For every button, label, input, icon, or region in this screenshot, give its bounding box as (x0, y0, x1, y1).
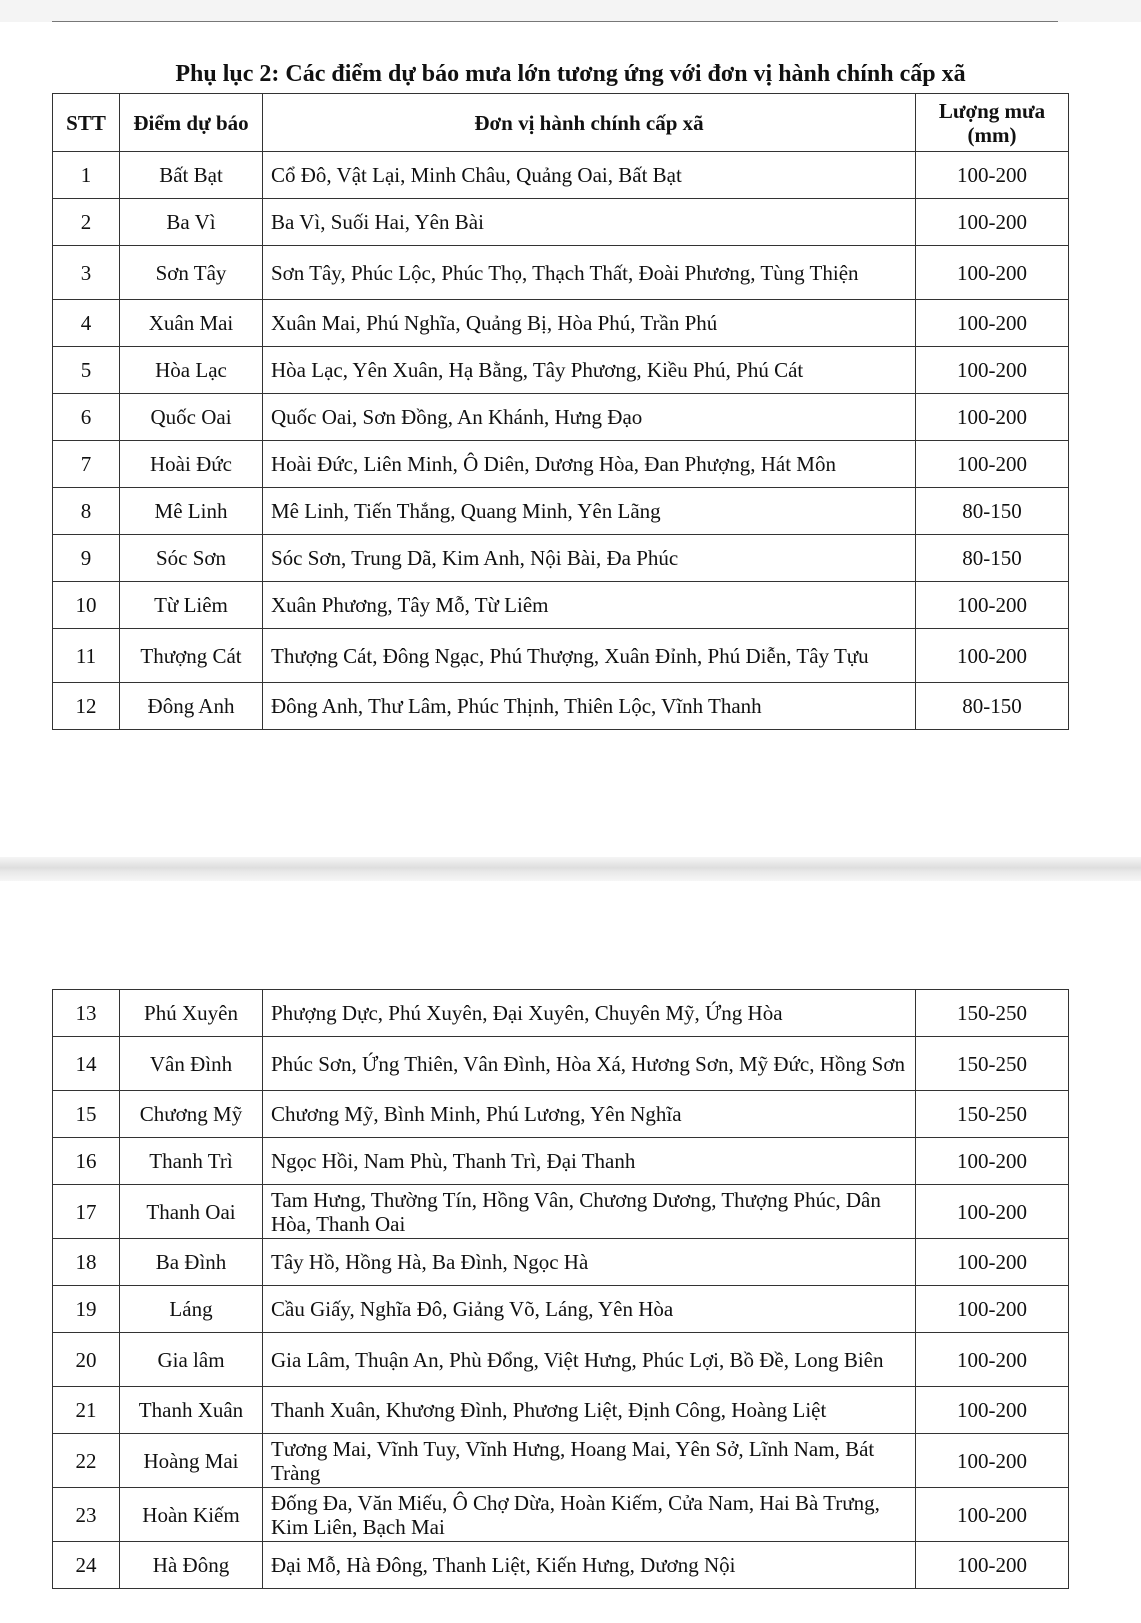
table-row (53, 1239, 1069, 1286)
cell-rainfall: 100-200 (916, 300, 1069, 347)
cell-forecast-point: Ba Vì (120, 199, 263, 246)
cell-forecast-point: Xuân Mai (120, 300, 263, 347)
cell-forecast-point: Phú Xuyên (120, 990, 263, 1037)
cell-admin-units: Sơn Tây, Phúc Lộc, Phúc Thọ, Thạch Thất, Đoài Phương, Tùng Thiện (263, 246, 916, 300)
cell-stt: 20 (53, 1333, 120, 1387)
cell-rainfall: 100-200 (916, 152, 1069, 199)
table-row (53, 1286, 1069, 1333)
table-body-2 (53, 990, 1069, 1589)
cell-rainfall: 100-200 (916, 1185, 1069, 1239)
cell-rainfall: 100-200 (916, 1387, 1069, 1434)
cell-admin-units: Gia Lâm, Thuận An, Phù Đổng, Việt Hưng, Phúc Lợi, Bồ Đề, Long Biên (263, 1333, 916, 1387)
cell-admin-units: Xuân Phương, Tây Mỗ, Từ Liêm (263, 582, 916, 629)
cell-forecast-point: Từ Liêm (120, 582, 263, 629)
cell-admin-units: Thượng Cát, Đông Ngạc, Phú Thượng, Xuân Đỉnh, Phú Diễn, Tây Tựu (263, 629, 916, 683)
cell-stt: 15 (53, 1091, 120, 1138)
cell-stt: 9 (53, 535, 120, 582)
forecast-table-part-1 (52, 93, 1069, 730)
cell-forecast-point: Sóc Sơn (120, 535, 263, 582)
cell-stt: 22 (53, 1434, 120, 1488)
cell-forecast-point: Thanh Trì (120, 1138, 263, 1185)
table-row (53, 1488, 1069, 1542)
cell-forecast-point: Hòa Lạc (120, 347, 263, 394)
cell-admin-units: Ngọc Hồi, Nam Phù, Thanh Trì, Đại Thanh (263, 1138, 916, 1185)
cell-stt: 16 (53, 1138, 120, 1185)
cell-admin-units: Hòa Lạc, Yên Xuân, Hạ Bằng, Tây Phương, Kiều Phú, Phú Cát (263, 347, 916, 394)
header-forecast-point: Điểm dự báo (120, 94, 263, 152)
cell-stt: 1 (53, 152, 120, 199)
table-row (53, 441, 1069, 488)
table-row (53, 1542, 1069, 1589)
cell-stt: 5 (53, 347, 120, 394)
cell-stt: 7 (53, 441, 120, 488)
cell-stt: 10 (53, 582, 120, 629)
cell-rainfall: 80-150 (916, 488, 1069, 535)
cell-admin-units: Sóc Sơn, Trung Dã, Kim Anh, Nội Bài, Đa Phúc (263, 535, 916, 582)
cell-stt: 2 (53, 199, 120, 246)
cell-rainfall: 100-200 (916, 1138, 1069, 1185)
cell-rainfall: 100-200 (916, 629, 1069, 683)
table-row (53, 1333, 1069, 1387)
table-row (53, 300, 1069, 347)
cell-stt: 6 (53, 394, 120, 441)
cell-forecast-point: Hoàng Mai (120, 1434, 263, 1488)
table-row (53, 629, 1069, 683)
cell-rainfall: 100-200 (916, 441, 1069, 488)
cell-forecast-point: Bất Bạt (120, 152, 263, 199)
cell-rainfall: 100-200 (916, 246, 1069, 300)
cell-stt: 14 (53, 1037, 120, 1091)
table-row (53, 1387, 1069, 1434)
cell-admin-units: Chương Mỹ, Bình Minh, Phú Lương, Yên Nghĩa (263, 1091, 916, 1138)
cell-rainfall: 100-200 (916, 199, 1069, 246)
cell-forecast-point: Sơn Tây (120, 246, 263, 300)
cell-forecast-point: Hà Đông (120, 1542, 263, 1589)
cell-stt: 23 (53, 1488, 120, 1542)
cell-admin-units: Tam Hưng, Thường Tín, Hồng Vân, Chương Dương, Thượng Phúc, Dân Hòa, Thanh Oai (263, 1185, 916, 1239)
cell-rainfall: 100-200 (916, 347, 1069, 394)
cell-stt: 24 (53, 1542, 120, 1589)
page-separator (0, 857, 1141, 881)
cell-forecast-point: Hoài Đức (120, 441, 263, 488)
table-row (53, 990, 1069, 1037)
cell-stt: 21 (53, 1387, 120, 1434)
cell-rainfall: 150-250 (916, 1091, 1069, 1138)
cell-rainfall: 100-200 (916, 1488, 1069, 1542)
cell-admin-units: Đông Anh, Thư Lâm, Phúc Thịnh, Thiên Lộc, Vĩnh Thanh (263, 683, 916, 730)
table-row (53, 1434, 1069, 1488)
cell-stt: 4 (53, 300, 120, 347)
cell-stt: 17 (53, 1185, 120, 1239)
cell-forecast-point: Hoàn Kiếm (120, 1488, 263, 1542)
table-row (53, 1091, 1069, 1138)
cell-rainfall: 100-200 (916, 1542, 1069, 1589)
header-rainfall: Lượng mưa (mm) (916, 94, 1069, 152)
cell-admin-units: Mê Linh, Tiến Thắng, Quang Minh, Yên Lãng (263, 488, 916, 535)
cell-admin-units: Phúc Sơn, Ứng Thiên, Vân Đình, Hòa Xá, Hương Sơn, Mỹ Đức, Hồng Sơn (263, 1037, 916, 1091)
table-row (53, 152, 1069, 199)
cell-admin-units: Thanh Xuân, Khương Đình, Phương Liệt, Định Công, Hoàng Liệt (263, 1387, 916, 1434)
cell-admin-units: Cầu Giấy, Nghĩa Đô, Giảng Võ, Láng, Yên Hòa (263, 1286, 916, 1333)
table-row (53, 394, 1069, 441)
cell-forecast-point: Láng (120, 1286, 263, 1333)
cell-forecast-point: Mê Linh (120, 488, 263, 535)
header-admin-units: Đơn vị hành chính cấp xã (263, 94, 916, 152)
cell-rainfall: 80-150 (916, 683, 1069, 730)
table-header-row (53, 94, 1069, 152)
cell-admin-units: Xuân Mai, Phú Nghĩa, Quảng Bị, Hòa Phú, Trần Phú (263, 300, 916, 347)
cell-admin-units: Đống Đa, Văn Miếu, Ô Chợ Dừa, Hoàn Kiếm, Cửa Nam, Hai Bà Trưng, Kim Liên, Bạch Mai (263, 1488, 916, 1542)
cell-stt: 11 (53, 629, 120, 683)
cell-forecast-point: Gia lâm (120, 1333, 263, 1387)
cell-stt: 18 (53, 1239, 120, 1286)
forecast-table-part-2 (52, 989, 1069, 1589)
cell-admin-units: Tây Hồ, Hồng Hà, Ba Đình, Ngọc Hà (263, 1239, 916, 1286)
cell-stt: 3 (53, 246, 120, 300)
table-row (53, 1037, 1069, 1091)
table-row (53, 488, 1069, 535)
appendix-title: Phụ lục 2: Các điểm dự báo mưa lớn tương ứng với đơn vị hành chính cấp xã (175, 61, 966, 87)
cell-rainfall: 100-200 (916, 582, 1069, 629)
cell-stt: 19 (53, 1286, 120, 1333)
table-row (53, 1138, 1069, 1185)
top-page-strip (0, 0, 1141, 22)
table-row (53, 683, 1069, 730)
cell-admin-units: Tương Mai, Vĩnh Tuy, Vĩnh Hưng, Hoang Mai, Yên Sở, Lĩnh Nam, Bát Tràng (263, 1434, 916, 1488)
cell-forecast-point: Ba Đình (120, 1239, 263, 1286)
cell-forecast-point: Thượng Cát (120, 629, 263, 683)
cell-rainfall: 150-250 (916, 990, 1069, 1037)
cell-rainfall: 100-200 (916, 394, 1069, 441)
table-row (53, 246, 1069, 300)
cell-admin-units: Cổ Đô, Vật Lại, Minh Châu, Quảng Oai, Bất Bạt (263, 152, 916, 199)
table-body-1 (53, 152, 1069, 730)
cell-rainfall: 150-250 (916, 1037, 1069, 1091)
top-divider (52, 21, 1058, 22)
cell-rainfall: 80-150 (916, 535, 1069, 582)
cell-forecast-point: Thanh Xuân (120, 1387, 263, 1434)
cell-admin-units: Hoài Đức, Liên Minh, Ô Diên, Dương Hòa, Đan Phượng, Hát Môn (263, 441, 916, 488)
cell-admin-units: Ba Vì, Suối Hai, Yên Bài (263, 199, 916, 246)
cell-stt: 13 (53, 990, 120, 1037)
cell-rainfall: 100-200 (916, 1286, 1069, 1333)
cell-forecast-point: Quốc Oai (120, 394, 263, 441)
cell-forecast-point: Thanh Oai (120, 1185, 263, 1239)
cell-rainfall: 100-200 (916, 1239, 1069, 1286)
cell-admin-units: Đại Mỗ, Hà Đông, Thanh Liệt, Kiến Hưng, Dương Nội (263, 1542, 916, 1589)
cell-admin-units: Phượng Dực, Phú Xuyên, Đại Xuyên, Chuyên Mỹ, Ứng Hòa (263, 990, 916, 1037)
cell-forecast-point: Vân Đình (120, 1037, 263, 1091)
cell-rainfall: 100-200 (916, 1434, 1069, 1488)
table-row (53, 1185, 1069, 1239)
cell-stt: 8 (53, 488, 120, 535)
cell-forecast-point: Đông Anh (120, 683, 263, 730)
cell-stt: 12 (53, 683, 120, 730)
header-stt: STT (53, 94, 120, 152)
table-row (53, 347, 1069, 394)
cell-admin-units: Quốc Oai, Sơn Đồng, An Khánh, Hưng Đạo (263, 394, 916, 441)
table-row (53, 535, 1069, 582)
table-row (53, 199, 1069, 246)
cell-rainfall: 100-200 (916, 1333, 1069, 1387)
cell-forecast-point: Chương Mỹ (120, 1091, 263, 1138)
table-row (53, 582, 1069, 629)
